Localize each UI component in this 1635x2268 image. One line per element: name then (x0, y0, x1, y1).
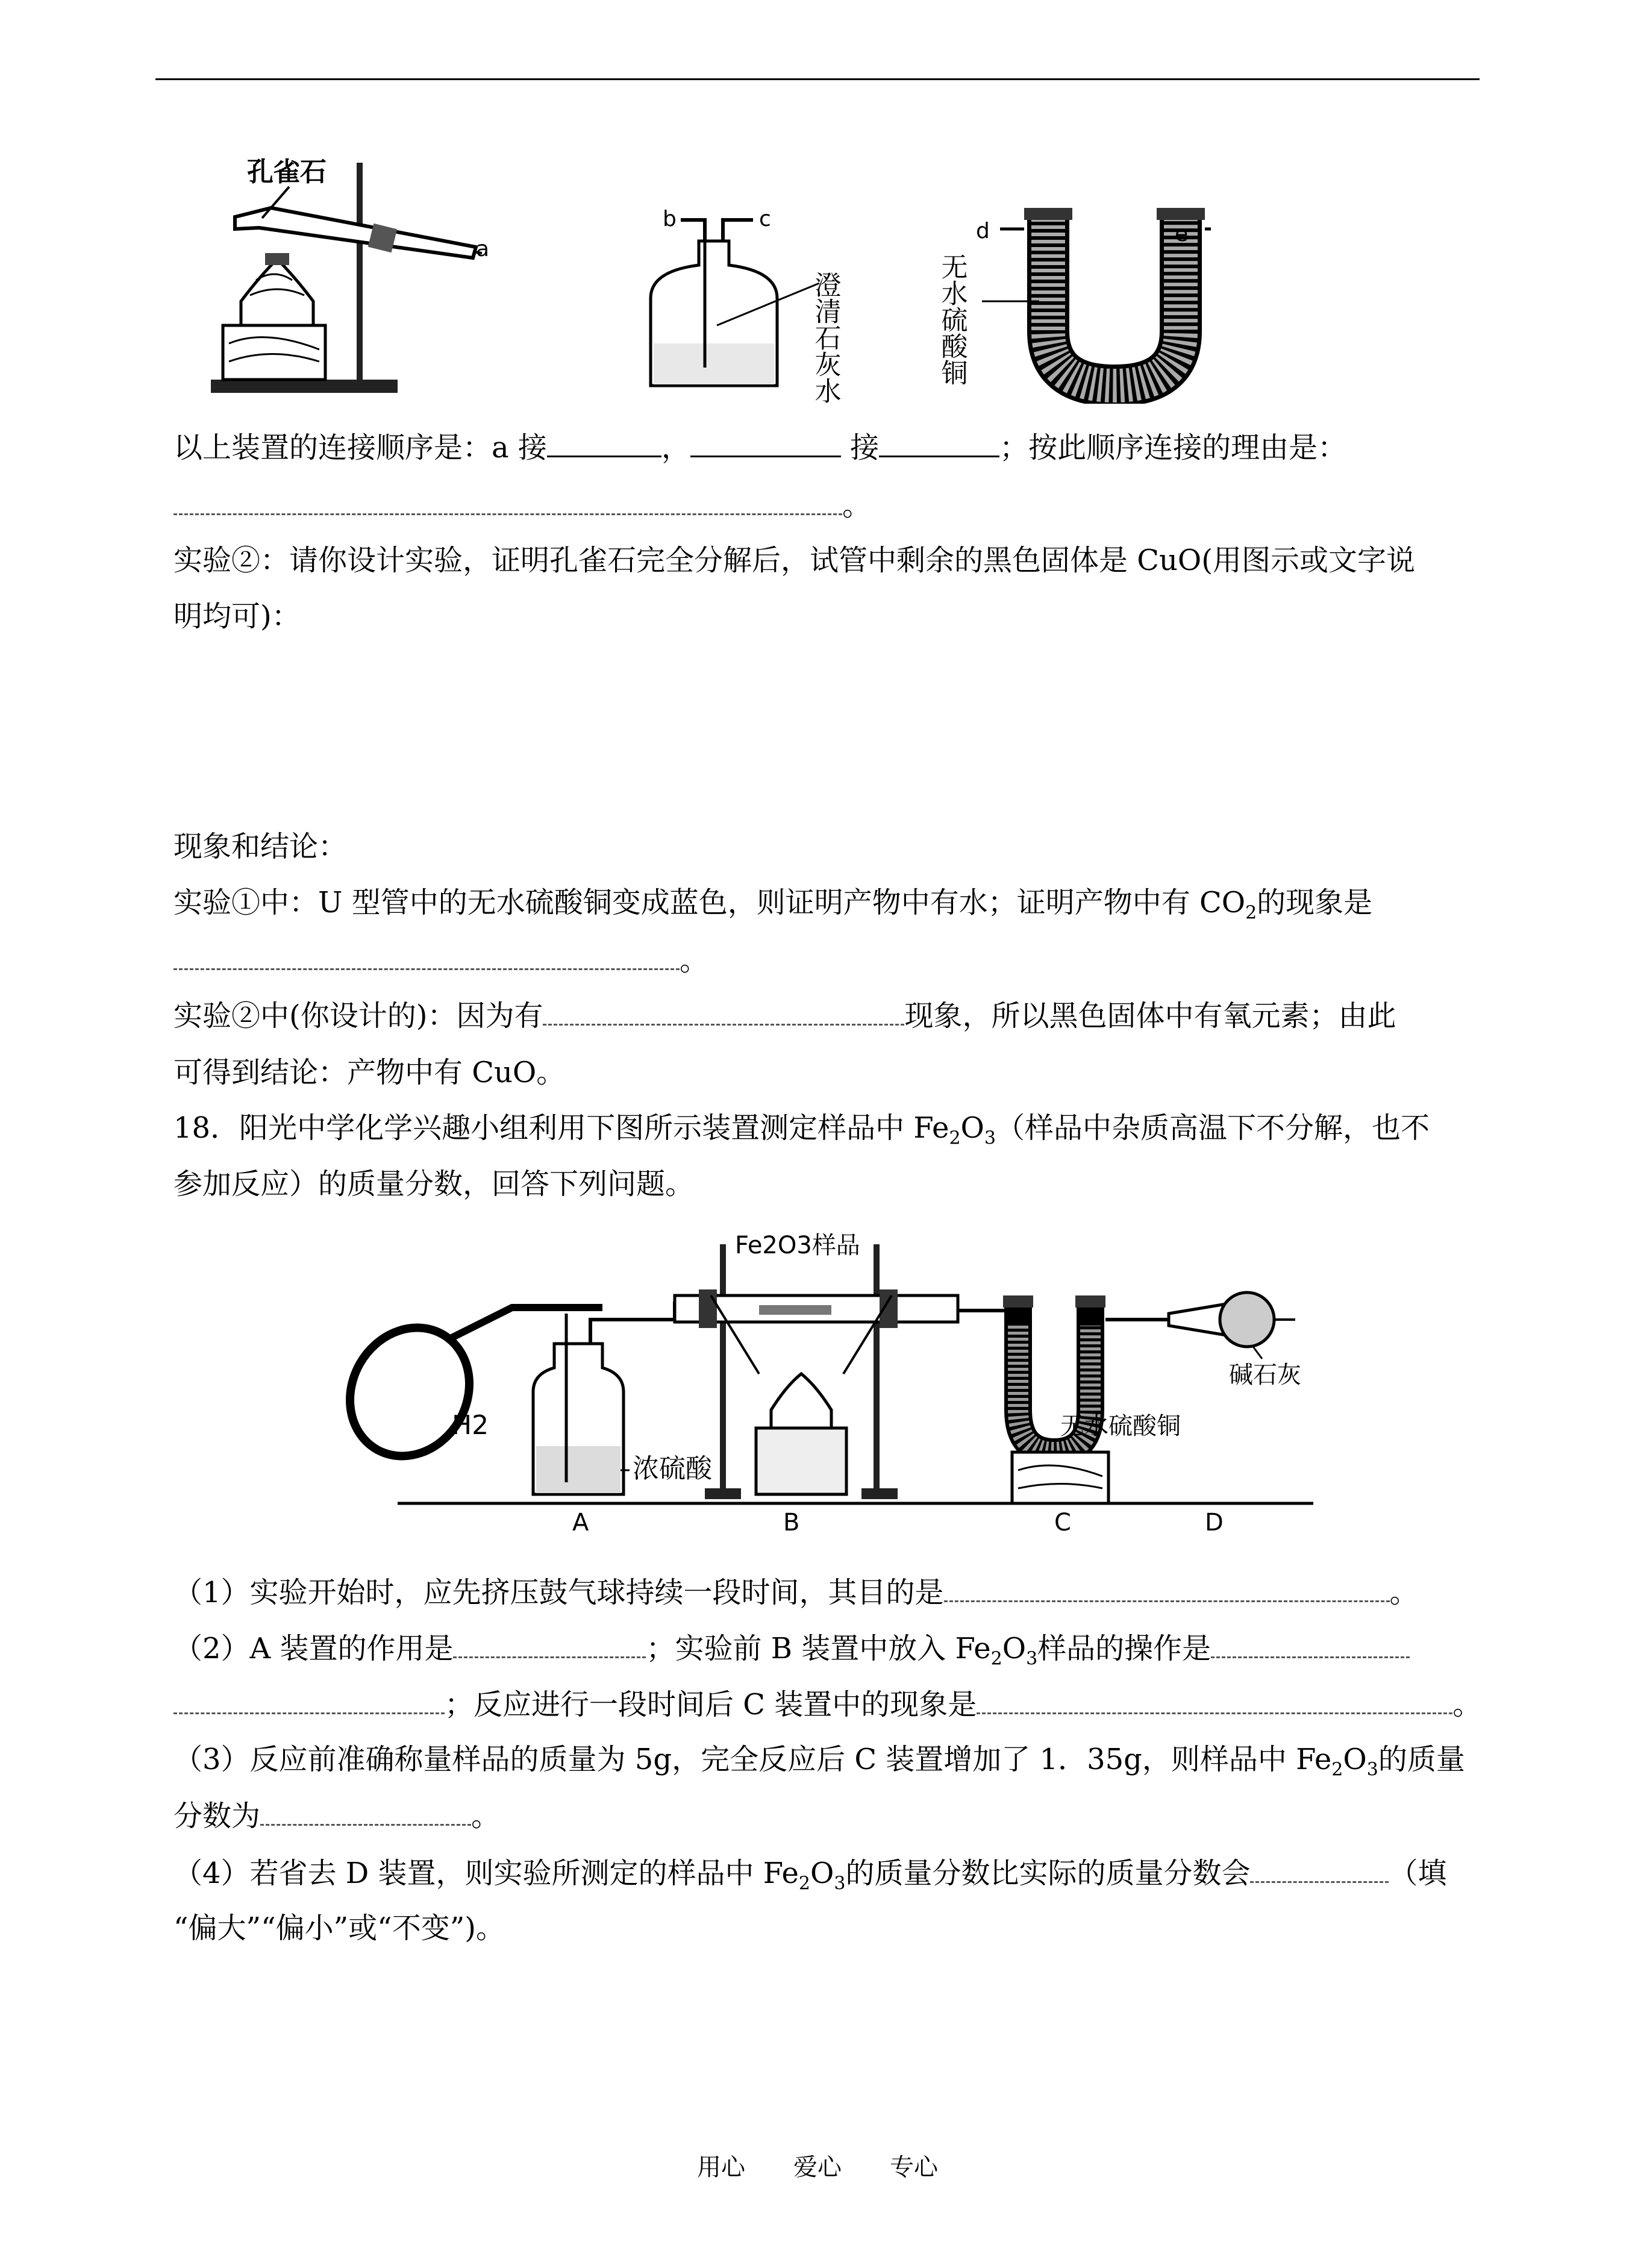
answer-blank-q18-2a[interactable] (453, 1630, 646, 1658)
answer-blank-2[interactable] (690, 429, 841, 457)
answer-blank-q18-3[interactable] (260, 1797, 471, 1826)
q18-part3: （3）反应前准确称量样品的质量为 5g，完全反应后 C 装置增加了 1．35g，则样品中 $Fe_2O_3$的质量 (174, 1743, 1465, 1781)
label-B: B (783, 1509, 800, 1537)
connect-order-line: 以上装置的连接顺序是：a 接 ， 接 ；按此顺序连接的理由是： (174, 429, 1346, 466)
answer-blank-reason[interactable] (174, 487, 842, 515)
label-C: C (1054, 1509, 1071, 1537)
answer-blank-1[interactable] (547, 429, 661, 457)
apparatus-figure-2 (337, 1229, 1325, 1537)
port-e-label: e (1175, 222, 1189, 246)
label-D: D (1205, 1509, 1224, 1537)
answer-blank-3[interactable] (879, 429, 999, 457)
q18-part1: （1）实验开始时，应先挤压鼓气球持续一段时间，其目的是 。 (174, 1574, 1419, 1611)
exp2-line-2: 明均可)： (174, 600, 301, 633)
exp1-line: 实验①中：U 型管中的无水硫酸铜变成蓝色，则证明产物中有水；证明产物中有 $CO_2$的现象是 (174, 886, 1373, 924)
q18-intro-line-2: 参加反应）的质量分数，回答下列问题。 (174, 1167, 695, 1201)
q18-part2-cont: ；反应进行一段时间后 C 装置中的现象是 。 (174, 1686, 1481, 1723)
port-c-label: c (759, 207, 771, 231)
q18-intro-line-1: 18．阳光中学化学兴趣小组利用下图所示装置测定样品中 $Fe_2O_3$（样品中杂质高温下不分解，也不 (174, 1111, 1430, 1149)
cuso4-label-1: 无水硫酸铜 (936, 253, 968, 386)
apparatus-figure-1 (199, 151, 1211, 404)
q18-part4-cont: “偏大”“偏小”或“不变”)。 (174, 1911, 505, 1945)
answer-blank-q18-2d[interactable] (977, 1686, 1452, 1714)
q18-part4: （4）若省去 D 装置，则实验所测定的样品中 $Fe_2O_3$的质量分数比实际的质量分数会 （填 (174, 1855, 1446, 1891)
malachite-label: 孔雀石 (247, 157, 327, 187)
sample-label: Fe2O3样品 (735, 1232, 860, 1259)
q18-part3-cont: 分数为 。 (174, 1797, 500, 1834)
sodalime-label: 碱石灰 (1229, 1361, 1301, 1389)
exp2-line-1: 实验②：请你设计实验，证明孔雀石完全分解后，试管中剩余的黑色固体是 CuO(用图示或文字说 (174, 544, 1415, 577)
answer-blank-q18-1[interactable] (944, 1574, 1390, 1602)
limewater-label: 澄清石灰水 (810, 271, 841, 404)
cuso4-label-2: 无水硫酸铜 (1060, 1412, 1181, 1440)
acid-label: 浓硫酸 (633, 1453, 712, 1484)
reason-line: 。 (174, 487, 871, 524)
label-A: A (572, 1509, 589, 1537)
answer-blank-phenomenon[interactable] (543, 997, 904, 1026)
port-d-label: d (976, 219, 990, 243)
q18-part2: （2）A 装置的作用是 ；实验前 B 装置中放入 $Fe_2O_3$样品的操作是 (174, 1630, 1410, 1667)
exp2-result-line: 实验②中(你设计的)：因为有 现象，所以黑色固体中有氧元素；由此 (174, 997, 1396, 1034)
exp2-result-line-2: 可得到结论：产物中有 CuO。 (174, 1056, 566, 1089)
header-rule (155, 78, 1480, 80)
answer-blank-q18-2b[interactable] (1211, 1630, 1410, 1658)
phenomena-title: 现象和结论： (174, 830, 348, 863)
port-b-label: b (663, 207, 677, 231)
port-a-label: a (476, 237, 490, 262)
answer-blank-co2[interactable] (174, 942, 680, 970)
answer-blank-q18-2c[interactable] (174, 1686, 445, 1714)
answer-blank-q18-4[interactable] (1250, 1855, 1389, 1883)
footer: 用心 爱心 专心 (697, 2154, 938, 2181)
h2-label: H2 (452, 1410, 489, 1441)
exp1-answer-line: 。 (174, 942, 708, 979)
